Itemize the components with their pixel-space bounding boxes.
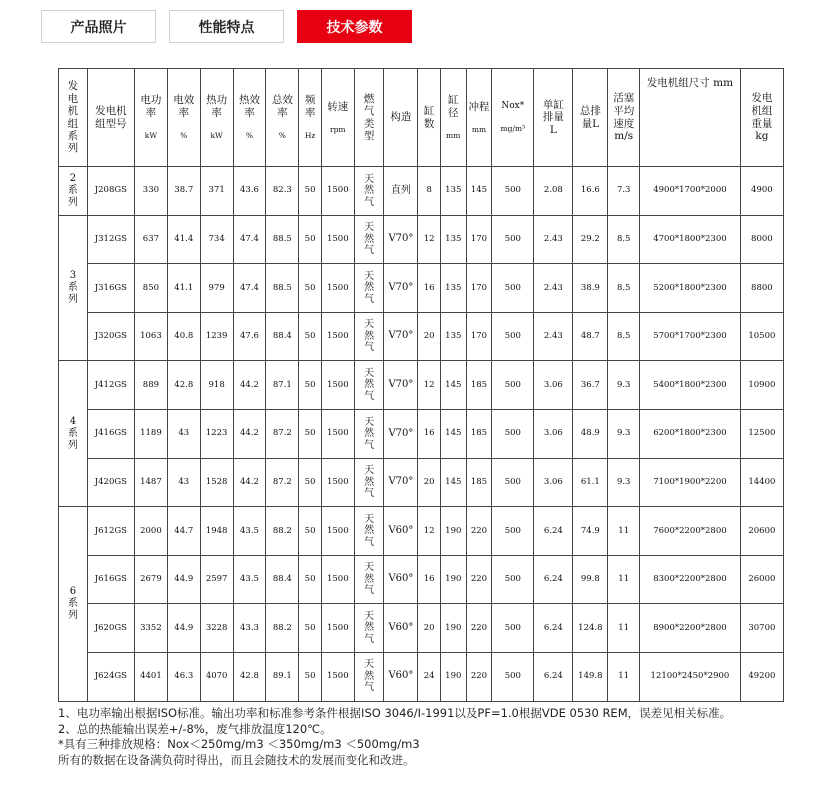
cell-single-disp: 3.06 bbox=[534, 361, 573, 410]
cell-dimensions: 8300*2200*2800 bbox=[640, 555, 741, 604]
cell-model: J616GS bbox=[87, 555, 134, 604]
tab-performance-features[interactable]: 性能特点 bbox=[169, 10, 284, 43]
cell-stroke: 220 bbox=[466, 555, 492, 604]
cell-elec-power: 1063 bbox=[134, 312, 167, 361]
cell-piston-speed: 11 bbox=[608, 555, 640, 604]
tab-technical-parameters[interactable]: 技术参数 bbox=[297, 10, 412, 43]
cell-nox: 500 bbox=[492, 555, 534, 604]
cell-total-disp: 48.7 bbox=[573, 312, 608, 361]
cell-elec-eff: 46.3 bbox=[167, 652, 200, 701]
cell-total-disp: 149.8 bbox=[573, 652, 608, 701]
cell-elec-eff: 43 bbox=[167, 458, 200, 507]
cell-heat-eff: 44.2 bbox=[233, 409, 266, 458]
series-cell: 3 系 列 bbox=[59, 215, 88, 361]
cell-construction: V70° bbox=[384, 458, 418, 507]
cell-heat-power: 371 bbox=[200, 167, 233, 216]
header-cylinders: 缸数 bbox=[418, 69, 441, 167]
header-piston-speed: 活塞平均速度m/s bbox=[608, 69, 640, 167]
cell-freq: 50 bbox=[299, 215, 322, 264]
cell-cylinders: 16 bbox=[418, 555, 441, 604]
header-elec-power: 电功率 kW bbox=[134, 69, 167, 167]
cell-dimensions: 7100*1900*2200 bbox=[640, 458, 741, 507]
cell-dimensions: 4900*1700*2000 bbox=[640, 167, 741, 216]
header-gas-type: 燃 气 类 型 bbox=[354, 69, 384, 167]
cell-nox: 500 bbox=[492, 361, 534, 410]
cell-bore: 190 bbox=[440, 652, 466, 701]
cell-construction: V70° bbox=[384, 312, 418, 361]
cell-piston-speed: 8.5 bbox=[608, 215, 640, 264]
table-row bbox=[59, 507, 784, 556]
cell-heat-power: 2597 bbox=[200, 555, 233, 604]
cell-dimensions: 5200*1800*2300 bbox=[640, 264, 741, 313]
cell-gas: 天 然 气 bbox=[354, 604, 384, 653]
cell-gas: 天 然 气 bbox=[354, 167, 384, 216]
cell-single-disp: 2.43 bbox=[534, 312, 573, 361]
cell-gas: 天 然 气 bbox=[354, 555, 384, 604]
cell-single-disp: 2.08 bbox=[534, 167, 573, 216]
header-model: 发电机组型号 bbox=[87, 69, 134, 167]
cell-piston-speed: 9.3 bbox=[608, 409, 640, 458]
cell-total-disp: 29.2 bbox=[573, 215, 608, 264]
cell-dimensions: 12100*2450*2900 bbox=[640, 652, 741, 701]
cell-dimensions: 5700*1700*2300 bbox=[640, 312, 741, 361]
cell-elec-power: 889 bbox=[134, 361, 167, 410]
table-row bbox=[59, 312, 784, 361]
cell-total-eff: 87.2 bbox=[266, 409, 299, 458]
cell-speed: 1500 bbox=[321, 361, 354, 410]
table-row bbox=[59, 555, 784, 604]
cell-weight: 10900 bbox=[740, 361, 783, 410]
cell-elec-eff: 44.7 bbox=[167, 507, 200, 556]
cell-gas: 天 然 气 bbox=[354, 409, 384, 458]
cell-freq: 50 bbox=[299, 312, 322, 361]
cell-cylinders: 24 bbox=[418, 652, 441, 701]
cell-piston-speed: 8.5 bbox=[608, 312, 640, 361]
cell-cylinders: 12 bbox=[418, 361, 441, 410]
cell-nox: 500 bbox=[492, 167, 534, 216]
cell-model: J612GS bbox=[87, 507, 134, 556]
cell-heat-eff: 43.3 bbox=[233, 604, 266, 653]
cell-stroke: 220 bbox=[466, 604, 492, 653]
cell-dimensions: 7600*2200*2800 bbox=[640, 507, 741, 556]
cell-elec-power: 637 bbox=[134, 215, 167, 264]
cell-weight: 49200 bbox=[740, 652, 783, 701]
note-3: *具有三种排放规格：Nox＜250mg/m3 ＜350mg/m3 ＜500mg/m3 bbox=[58, 737, 420, 751]
cell-heat-power: 1223 bbox=[200, 409, 233, 458]
tab-bar bbox=[41, 10, 412, 43]
note-2: 2、总的热能输出误差+/-8%，废气排放温度120℃。 bbox=[58, 721, 332, 736]
cell-weight: 30700 bbox=[740, 604, 783, 653]
cell-elec-eff: 44.9 bbox=[167, 555, 200, 604]
cell-heat-eff: 44.2 bbox=[233, 458, 266, 507]
cell-speed: 1500 bbox=[321, 167, 354, 216]
cell-stroke: 185 bbox=[466, 409, 492, 458]
cell-gas: 天 然 气 bbox=[354, 507, 384, 556]
cell-freq: 50 bbox=[299, 264, 322, 313]
cell-construction: V70° bbox=[384, 264, 418, 313]
cell-model: J416GS bbox=[87, 409, 134, 458]
cell-speed: 1500 bbox=[321, 555, 354, 604]
cell-piston-speed: 8.5 bbox=[608, 264, 640, 313]
cell-gas: 天 然 气 bbox=[354, 312, 384, 361]
table-row bbox=[59, 361, 784, 410]
cell-freq: 50 bbox=[299, 409, 322, 458]
cell-construction: V60° bbox=[384, 507, 418, 556]
header-series: 发 电 机 组 系 列 bbox=[59, 69, 88, 167]
cell-heat-eff: 43.5 bbox=[233, 507, 266, 556]
cell-elec-power: 1487 bbox=[134, 458, 167, 507]
series-cell: 6 系 列 bbox=[59, 507, 88, 701]
header-stroke: 冲程 mm bbox=[466, 69, 492, 167]
cell-cylinders: 20 bbox=[418, 604, 441, 653]
footnotes bbox=[58, 706, 731, 768]
cell-total-disp: 36.7 bbox=[573, 361, 608, 410]
cell-nox: 500 bbox=[492, 652, 534, 701]
cell-total-eff: 88.4 bbox=[266, 312, 299, 361]
cell-elec-power: 2679 bbox=[134, 555, 167, 604]
cell-weight: 20600 bbox=[740, 507, 783, 556]
cell-total-disp: 38.9 bbox=[573, 264, 608, 313]
cell-dimensions: 8900*2200*2800 bbox=[640, 604, 741, 653]
cell-total-disp: 16.6 bbox=[573, 167, 608, 216]
cell-bore: 190 bbox=[440, 507, 466, 556]
cell-heat-eff: 43.6 bbox=[233, 167, 266, 216]
spec-table bbox=[58, 68, 784, 702]
header-total-eff: 总效率 % bbox=[266, 69, 299, 167]
table-row bbox=[59, 167, 784, 216]
cell-elec-power: 1189 bbox=[134, 409, 167, 458]
cell-cylinders: 12 bbox=[418, 507, 441, 556]
cell-piston-speed: 9.3 bbox=[608, 458, 640, 507]
cell-single-disp: 6.24 bbox=[534, 507, 573, 556]
cell-elec-eff: 41.1 bbox=[167, 264, 200, 313]
cell-heat-power: 918 bbox=[200, 361, 233, 410]
cell-construction: V60° bbox=[384, 604, 418, 653]
cell-heat-power: 979 bbox=[200, 264, 233, 313]
tab-product-photos[interactable]: 产品照片 bbox=[41, 10, 156, 43]
cell-single-disp: 6.24 bbox=[534, 604, 573, 653]
cell-speed: 1500 bbox=[321, 215, 354, 264]
cell-construction: V70° bbox=[384, 215, 418, 264]
cell-total-disp: 74.9 bbox=[573, 507, 608, 556]
note-4: 所有的数据在设备满负荷时得出，而且会随技术的发展而变化和改进。 bbox=[58, 752, 415, 767]
cell-heat-power: 3228 bbox=[200, 604, 233, 653]
cell-heat-power: 734 bbox=[200, 215, 233, 264]
cell-elec-power: 3352 bbox=[134, 604, 167, 653]
cell-cylinders: 12 bbox=[418, 215, 441, 264]
cell-cylinders: 8 bbox=[418, 167, 441, 216]
cell-speed: 1500 bbox=[321, 652, 354, 701]
cell-stroke: 170 bbox=[466, 264, 492, 313]
cell-nox: 500 bbox=[492, 507, 534, 556]
cell-heat-eff: 47.4 bbox=[233, 264, 266, 313]
cell-gas: 天 然 气 bbox=[354, 361, 384, 410]
cell-weight: 14400 bbox=[740, 458, 783, 507]
table-row bbox=[59, 652, 784, 701]
cell-single-disp: 6.24 bbox=[534, 555, 573, 604]
cell-construction: V70° bbox=[384, 361, 418, 410]
cell-total-disp: 124.8 bbox=[573, 604, 608, 653]
cell-bore: 135 bbox=[440, 167, 466, 216]
cell-bore: 145 bbox=[440, 361, 466, 410]
header-speed: 转速 rpm bbox=[321, 69, 354, 167]
cell-stroke: 220 bbox=[466, 652, 492, 701]
cell-model: J412GS bbox=[87, 361, 134, 410]
cell-single-disp: 3.06 bbox=[534, 409, 573, 458]
cell-heat-eff: 43.5 bbox=[233, 555, 266, 604]
cell-dimensions: 5400*1800*2300 bbox=[640, 361, 741, 410]
cell-gas: 天 然 气 bbox=[354, 652, 384, 701]
cell-bore: 190 bbox=[440, 604, 466, 653]
cell-stroke: 170 bbox=[466, 312, 492, 361]
cell-dimensions: 4700*1800*2300 bbox=[640, 215, 741, 264]
table-row bbox=[59, 458, 784, 507]
cell-total-disp: 61.1 bbox=[573, 458, 608, 507]
cell-weight: 4900 bbox=[740, 167, 783, 216]
header-construction: 构造 bbox=[384, 69, 418, 167]
cell-weight: 12500 bbox=[740, 409, 783, 458]
table-row bbox=[59, 215, 784, 264]
cell-cylinders: 16 bbox=[418, 409, 441, 458]
cell-total-disp: 48.9 bbox=[573, 409, 608, 458]
cell-total-eff: 88.2 bbox=[266, 507, 299, 556]
cell-total-eff: 88.2 bbox=[266, 604, 299, 653]
cell-weight: 26000 bbox=[740, 555, 783, 604]
cell-model: J624GS bbox=[87, 652, 134, 701]
note-1: 1、电功率输出根据ISO标准。输出功率和标准参考条件根据ISO 3046/I-1991以及PF=1.0根据VDE 0530 REM，误差见相关标准。 bbox=[58, 706, 732, 720]
header-bore: 缸径 mm bbox=[440, 69, 466, 167]
header-freq: 频率 Hz bbox=[299, 69, 322, 167]
cell-nox: 500 bbox=[492, 458, 534, 507]
cell-elec-eff: 44.9 bbox=[167, 604, 200, 653]
cell-model: J312GS bbox=[87, 215, 134, 264]
cell-single-disp: 6.24 bbox=[534, 652, 573, 701]
cell-stroke: 220 bbox=[466, 507, 492, 556]
cell-model: J208GS bbox=[87, 167, 134, 216]
cell-heat-eff: 47.6 bbox=[233, 312, 266, 361]
cell-freq: 50 bbox=[299, 652, 322, 701]
header-dimensions: 发电机组尺寸 mm bbox=[640, 69, 741, 167]
cell-construction: V70° bbox=[384, 409, 418, 458]
cell-heat-eff: 47.4 bbox=[233, 215, 266, 264]
cell-bore: 190 bbox=[440, 555, 466, 604]
cell-weight: 10500 bbox=[740, 312, 783, 361]
cell-heat-power: 1528 bbox=[200, 458, 233, 507]
table-row bbox=[59, 264, 784, 313]
cell-elec-power: 850 bbox=[134, 264, 167, 313]
cell-model: J420GS bbox=[87, 458, 134, 507]
table-row bbox=[59, 409, 784, 458]
cell-heat-power: 1239 bbox=[200, 312, 233, 361]
cell-model: J320GS bbox=[87, 312, 134, 361]
cell-bore: 145 bbox=[440, 409, 466, 458]
cell-heat-power: 4070 bbox=[200, 652, 233, 701]
cell-elec-eff: 41.4 bbox=[167, 215, 200, 264]
cell-construction: 直列 bbox=[384, 167, 418, 216]
cell-gas: 天 然 气 bbox=[354, 264, 384, 313]
header-heat-power: 热功率 kW bbox=[200, 69, 233, 167]
cell-bore: 145 bbox=[440, 458, 466, 507]
cell-gas: 天 然 气 bbox=[354, 215, 384, 264]
cell-stroke: 185 bbox=[466, 458, 492, 507]
header-weight: 发电机组重量kg bbox=[740, 69, 783, 167]
cell-elec-eff: 38.7 bbox=[167, 167, 200, 216]
header-elec-eff: 电效率 % bbox=[167, 69, 200, 167]
cell-single-disp: 3.06 bbox=[534, 458, 573, 507]
cell-elec-eff: 40.8 bbox=[167, 312, 200, 361]
cell-nox: 500 bbox=[492, 604, 534, 653]
cell-nox: 500 bbox=[492, 409, 534, 458]
cell-elec-power: 330 bbox=[134, 167, 167, 216]
cell-heat-eff: 42.8 bbox=[233, 652, 266, 701]
cell-nox: 500 bbox=[492, 312, 534, 361]
cell-total-eff: 88.5 bbox=[266, 215, 299, 264]
cell-speed: 1500 bbox=[321, 604, 354, 653]
cell-heat-power: 1948 bbox=[200, 507, 233, 556]
cell-stroke: 145 bbox=[466, 167, 492, 216]
cell-piston-speed: 11 bbox=[608, 652, 640, 701]
cell-heat-eff: 44.2 bbox=[233, 361, 266, 410]
cell-speed: 1500 bbox=[321, 458, 354, 507]
cell-cylinders: 16 bbox=[418, 264, 441, 313]
cell-cylinders: 20 bbox=[418, 458, 441, 507]
cell-bore: 135 bbox=[440, 215, 466, 264]
cell-single-disp: 2.43 bbox=[534, 215, 573, 264]
header-total-displacement: 总排量L bbox=[573, 69, 608, 167]
cell-construction: V60° bbox=[384, 555, 418, 604]
series-cell: 2 系 列 bbox=[59, 167, 88, 216]
cell-elec-power: 2000 bbox=[134, 507, 167, 556]
cell-cylinders: 20 bbox=[418, 312, 441, 361]
cell-freq: 50 bbox=[299, 167, 322, 216]
cell-dimensions: 6200*1800*2300 bbox=[640, 409, 741, 458]
cell-freq: 50 bbox=[299, 361, 322, 410]
cell-total-eff: 87.2 bbox=[266, 458, 299, 507]
cell-elec-power: 4401 bbox=[134, 652, 167, 701]
cell-elec-eff: 43 bbox=[167, 409, 200, 458]
cell-speed: 1500 bbox=[321, 312, 354, 361]
cell-bore: 135 bbox=[440, 264, 466, 313]
cell-nox: 500 bbox=[492, 264, 534, 313]
cell-freq: 50 bbox=[299, 604, 322, 653]
series-cell: 4 系 列 bbox=[59, 361, 88, 507]
cell-freq: 50 bbox=[299, 507, 322, 556]
cell-construction: V60° bbox=[384, 652, 418, 701]
cell-single-disp: 2.43 bbox=[534, 264, 573, 313]
cell-model: J620GS bbox=[87, 604, 134, 653]
header-heat-eff: 热效率 % bbox=[233, 69, 266, 167]
cell-total-eff: 88.4 bbox=[266, 555, 299, 604]
cell-total-eff: 82.3 bbox=[266, 167, 299, 216]
cell-nox: 500 bbox=[492, 215, 534, 264]
header-single-displacement: 单缸排量L bbox=[534, 69, 573, 167]
header-nox: Nox* mg/m³ bbox=[492, 69, 534, 167]
cell-freq: 50 bbox=[299, 458, 322, 507]
cell-piston-speed: 7.3 bbox=[608, 167, 640, 216]
cell-model: J316GS bbox=[87, 264, 134, 313]
cell-piston-speed: 11 bbox=[608, 507, 640, 556]
cell-speed: 1500 bbox=[321, 409, 354, 458]
cell-stroke: 170 bbox=[466, 215, 492, 264]
cell-piston-speed: 9.3 bbox=[608, 361, 640, 410]
cell-stroke: 185 bbox=[466, 361, 492, 410]
cell-freq: 50 bbox=[299, 555, 322, 604]
cell-weight: 8000 bbox=[740, 215, 783, 264]
cell-gas: 天 然 气 bbox=[354, 458, 384, 507]
cell-bore: 135 bbox=[440, 312, 466, 361]
cell-total-eff: 87.1 bbox=[266, 361, 299, 410]
cell-total-eff: 89.1 bbox=[266, 652, 299, 701]
cell-speed: 1500 bbox=[321, 507, 354, 556]
cell-total-disp: 99.8 bbox=[573, 555, 608, 604]
cell-elec-eff: 42.8 bbox=[167, 361, 200, 410]
cell-piston-speed: 11 bbox=[608, 604, 640, 653]
cell-weight: 8800 bbox=[740, 264, 783, 313]
table-row bbox=[59, 604, 784, 653]
cell-total-eff: 88.5 bbox=[266, 264, 299, 313]
cell-speed: 1500 bbox=[321, 264, 354, 313]
